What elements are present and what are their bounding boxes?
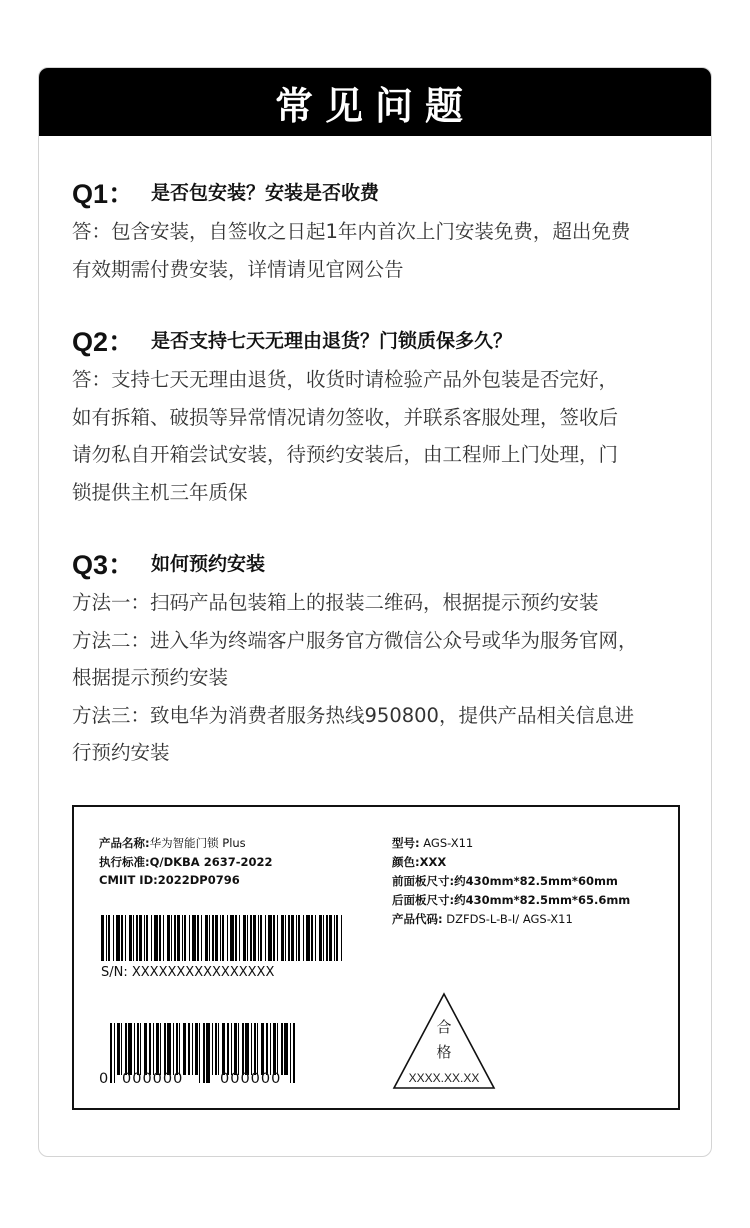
ean-barcode <box>110 1023 296 1075</box>
barcode-bar <box>288 915 290 961</box>
question-row <box>72 169 702 213</box>
barcode-bar <box>235 915 237 961</box>
barcode-bar <box>163 915 164 961</box>
barcode-bar <box>189 915 190 961</box>
barcode-bar <box>133 915 134 961</box>
question-text: 是否支持七天无理由退货？门锁质保多久？ <box>151 329 513 352</box>
barcode-bar <box>156 1023 159 1075</box>
barcode-bar <box>174 915 176 961</box>
barcode-bar <box>326 915 328 961</box>
barcode-bar <box>136 915 138 961</box>
label-standard: 执行标准:Q/DKBA 2637-2022 <box>99 855 273 869</box>
barcode-bar <box>114 1023 115 1083</box>
barcode-bar <box>121 1023 122 1075</box>
barcode-bar <box>137 1023 139 1075</box>
barcode-bar <box>106 915 107 961</box>
barcode-bar <box>296 915 297 961</box>
question-number: Q2： <box>72 326 136 357</box>
faq-item-3 <box>72 540 702 772</box>
barcode-left-digits: 000000 <box>122 1071 184 1087</box>
barcode-bar <box>247 915 248 961</box>
barcode-bar <box>179 1023 180 1075</box>
faq-item-1 <box>72 169 702 288</box>
barcode-bar <box>243 915 246 961</box>
barcode-bar <box>257 1023 258 1075</box>
barcode-bar <box>154 915 158 961</box>
barcode-bar <box>199 1023 200 1083</box>
barcode-bar <box>167 915 170 961</box>
label-product-name: 产品名称:华为智能门锁 Plus <box>99 836 246 850</box>
product-label <box>72 805 680 1110</box>
barcode-bar <box>212 915 214 961</box>
barcode-bar <box>270 1023 271 1075</box>
answer-line: 行预约安装 <box>72 741 170 764</box>
barcode-bar <box>160 1023 161 1075</box>
barcode-bar <box>173 1023 174 1075</box>
barcode-bar <box>197 915 199 961</box>
barcode-bar <box>227 915 228 961</box>
barcode-bar <box>231 1023 232 1075</box>
answer-line: 根据提示预约安装 <box>72 666 229 689</box>
barcode-bar <box>290 1023 291 1083</box>
barcode-bar <box>140 1023 141 1075</box>
question-text: 如何预约安装 <box>151 552 266 575</box>
barcode-bar <box>239 915 240 961</box>
barcode-bar <box>101 915 104 961</box>
barcode-lead-digit: 0 <box>99 1071 109 1087</box>
barcode-bar <box>234 1023 237 1075</box>
barcode-bar <box>260 915 262 961</box>
barcode-bar <box>242 1023 244 1075</box>
cert-text-top: 合 <box>436 1018 452 1036</box>
barcode-bar <box>315 915 316 961</box>
label-front-size: 前面板尺寸:约430mm*82.5mm*60mm <box>392 874 618 888</box>
qualified-cert-triangle <box>390 991 498 1091</box>
barcode-bar <box>182 915 183 961</box>
barcode-bar <box>192 915 196 961</box>
question-row <box>72 540 702 584</box>
barcode-bar <box>266 1023 268 1075</box>
barcode-bar <box>167 1023 171 1075</box>
barcode-bar <box>176 1023 178 1075</box>
barcode-bar <box>341 915 342 961</box>
barcode-bar <box>253 915 256 961</box>
barcode-bar <box>117 1023 120 1075</box>
barcode-bar <box>238 1023 239 1075</box>
barcode-bar <box>306 915 310 961</box>
barcode-bar <box>281 1023 283 1075</box>
barcode-bar <box>212 1023 213 1075</box>
barcode-bar <box>195 1023 198 1075</box>
barcode-bar <box>220 915 221 961</box>
barcode-bar <box>146 915 148 961</box>
barcode-bar <box>329 915 332 961</box>
barcode-bar <box>284 1023 288 1075</box>
barcode-bar <box>128 1023 132 1075</box>
barcode-bar <box>184 915 186 961</box>
label-product-code: 产品代码: DZFDS-L-B-I/ AGS-X11 <box>392 912 573 926</box>
barcode-bar <box>258 915 259 961</box>
serial-barcode <box>101 915 345 961</box>
barcode-bar <box>144 1023 147 1075</box>
barcode-bar <box>336 915 338 961</box>
barcode-bar <box>108 915 110 961</box>
barcode-bar <box>125 1023 127 1075</box>
page-title: 常见问题 <box>39 68 711 136</box>
barcode-bar <box>192 1023 193 1075</box>
faq-card <box>38 67 712 1157</box>
barcode-bar <box>298 915 300 961</box>
barcode-bar <box>277 1023 278 1075</box>
barcode-bar <box>206 1023 210 1083</box>
barcode-bar <box>188 1023 190 1075</box>
barcode-bar <box>285 915 286 961</box>
cert-text-bottom: 格 <box>436 1043 452 1061</box>
barcode-bar <box>215 1023 217 1075</box>
barcode-bar <box>215 915 218 961</box>
barcode-bar <box>281 915 284 961</box>
barcode-bar <box>254 1023 256 1075</box>
barcode-bar <box>171 915 172 961</box>
barcode-bar <box>250 915 252 961</box>
barcode-bar <box>183 1023 186 1075</box>
barcode-bar <box>164 1023 166 1075</box>
barcode-bar <box>291 915 294 961</box>
barcode-bar <box>319 915 322 961</box>
answer-line: 请勿私自开箱尝试安装，待预约安装后，由工程师上门处理，门 <box>72 443 619 466</box>
barcode-bar <box>139 915 142 961</box>
barcode-bar <box>334 915 335 961</box>
barcode-bar <box>121 915 123 961</box>
answer-line: 答：支持七天无理由退货，收货时请检验产品外包装是否完好， <box>72 368 619 391</box>
barcode-bar <box>245 1023 249 1075</box>
barcode-bar <box>116 915 120 961</box>
answer-line: 方法一：扫码产品包装箱上的报装二维码，根据提示预约安装 <box>72 591 599 614</box>
answer-line: 方法二：进入华为终端客户服务官方微信公众号或华为服务官网， <box>72 628 638 652</box>
answer-line: 答：包含安装，自签收之日起1年内首次上门安装免费，超出免费 <box>72 220 631 243</box>
barcode-bar <box>265 915 266 961</box>
question-text: 是否包安装？安装是否收费 <box>151 181 380 204</box>
barcode-bar <box>230 915 234 961</box>
barcode-bar <box>303 915 304 961</box>
barcode-bar <box>273 915 275 961</box>
label-color: 颜色:XXX <box>392 855 447 869</box>
barcode-bar <box>134 1023 135 1075</box>
label-back-size: 后面板尺寸:约430mm*82.5mm*65.6mm <box>392 893 631 907</box>
answer-line: 有效期需付费安装，详情请见官网公告 <box>72 257 404 281</box>
barcode-bar <box>151 915 152 961</box>
barcode-bar <box>209 915 210 961</box>
barcode-bar <box>293 1023 295 1083</box>
barcode-bar <box>110 1023 112 1083</box>
barcode-bar <box>201 915 202 961</box>
barcode-bar <box>273 1023 276 1075</box>
barcode-bar <box>218 1023 219 1075</box>
barcode-bar <box>153 1023 154 1075</box>
barcode-bar <box>277 915 278 961</box>
barcode-bar <box>177 915 180 961</box>
barcode-bar <box>222 915 224 961</box>
answer-line: 锁提供主机三年质保 <box>72 480 248 504</box>
label-model: 型号: AGS-X11 <box>392 836 474 850</box>
barcode-right-digits: 000000 <box>220 1071 282 1087</box>
barcode-bar <box>149 1023 151 1075</box>
answer-line: 方法三：致电华为消费者服务热线950800，提供产品相关信息进 <box>72 703 634 727</box>
question-number: Q1： <box>72 178 136 209</box>
barcode-bar <box>227 1023 229 1075</box>
barcode-bar <box>311 915 313 961</box>
cert-date: XXXX.XX.XX <box>408 1071 480 1085</box>
barcode-bar <box>222 1023 225 1075</box>
barcode-bar <box>251 1023 252 1075</box>
barcode-bar <box>144 915 145 961</box>
answer-line: 如有拆箱、破损等异常情况请勿签收，并联系客服处理，签收后 <box>72 405 619 429</box>
barcode-bar <box>203 1023 205 1083</box>
question-number: Q3： <box>72 549 136 580</box>
faq-item-2 <box>72 317 702 511</box>
barcode-bar <box>205 915 208 961</box>
barcode-bar <box>129 915 132 961</box>
label-serial: S/N: XXXXXXXXXXXXXXXX <box>101 965 275 980</box>
barcode-bar <box>268 915 272 961</box>
barcode-bar <box>159 915 161 961</box>
label-cmiit: CMIIT ID:2022DP0796 <box>99 873 240 887</box>
barcode-bar <box>125 915 126 961</box>
barcode-bar <box>113 915 114 961</box>
question-row <box>72 317 702 361</box>
barcode-bar <box>261 1023 264 1075</box>
barcode-bar <box>323 915 324 961</box>
